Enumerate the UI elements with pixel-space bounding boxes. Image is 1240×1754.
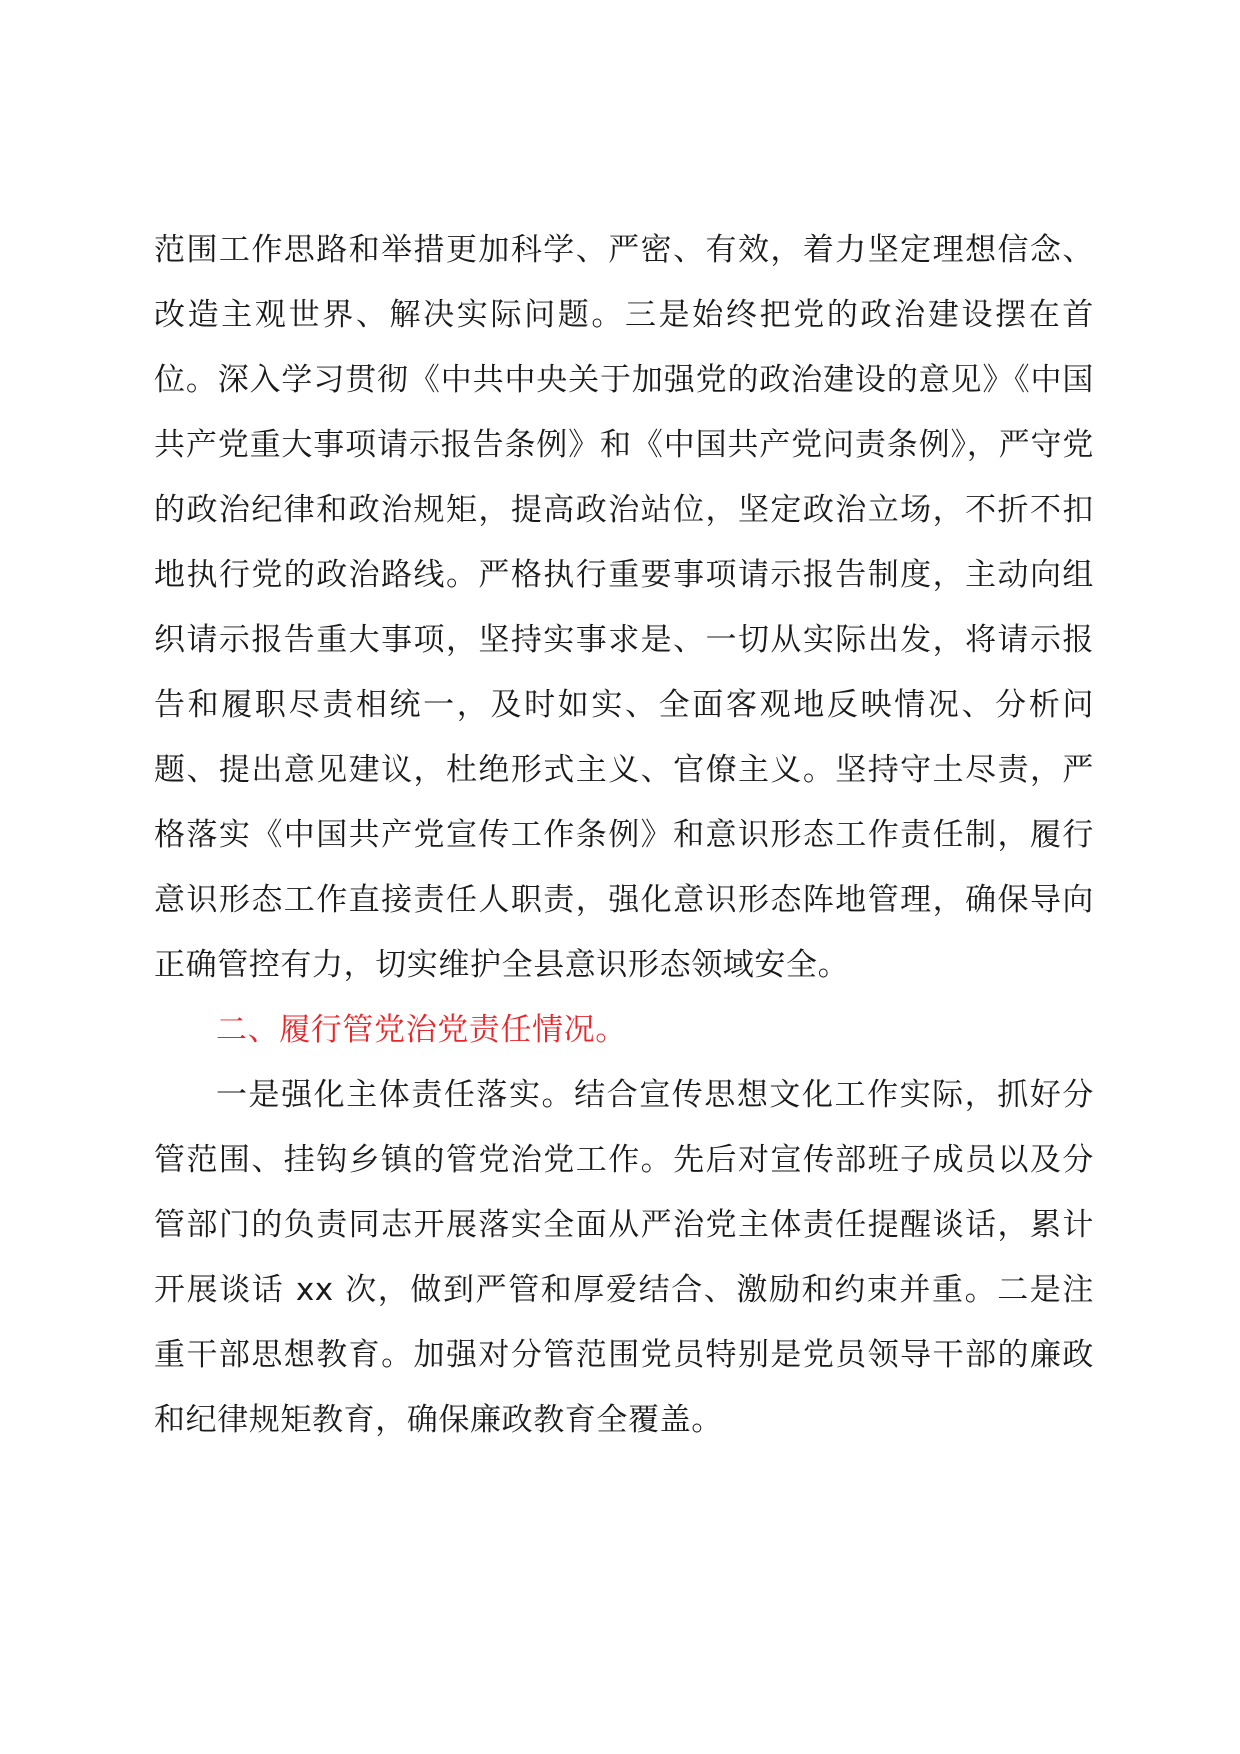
paragraph-political-building: 范围工作思路和举措更加科学、严密、有效，着力坚定理想信念、改造主观世界、解决实际问题。三是始终把党的政治建设摆在首位。深入学习贯彻《中共中央关于加强党的政治建设的意见》《中国共产党重大事项请示报告条例》和《中国共产党问责条例》，严守党的政治纪律和政治规矩，提高政治站位，坚定政治立场，不折不扣地执行党的政治路线。严格执行重要事项请示报告制度，主动向组织请示报告重大事项，坚持实事求是、一切从实际出发，将请示报告和履职尽责相统一，及时如实、全面客观地反映情况、分析问题、提出意见建议，杜绝形式主义、官僚主义。坚持守土尽责，严格落实《中国共产党宣传工作条例》和意识形态工作责任制，履行意识形态工作直接责任人职责，强化意识形态阵地管理，确保导向正确管控有力，切实维护全县意识形态领域安全。 bbox=[154, 232, 1094, 983]
paragraph-main-responsibility: 一是强化主体责任落实。结合宣传思想文化工作实际，抓好分管范围、挂钩乡镇的管党治党工作。先后对宣传部班子成员以及分管部门的负责同志开展落实全面从严治党主体责任提醒谈话，累计开展谈话 xx 次，做到严管和厚爱结合、激励和约束并重。二是注重干部思想教育。加强对分管范围党员特别是党员领导干部的廉政和纪律规矩教育，确保廉政教育全覆盖。 bbox=[154, 1077, 1094, 1438]
document-body bbox=[154, 218, 1094, 1453]
section-heading-party-responsibility: 二、履行管党治党责任情况。 bbox=[216, 1012, 627, 1048]
